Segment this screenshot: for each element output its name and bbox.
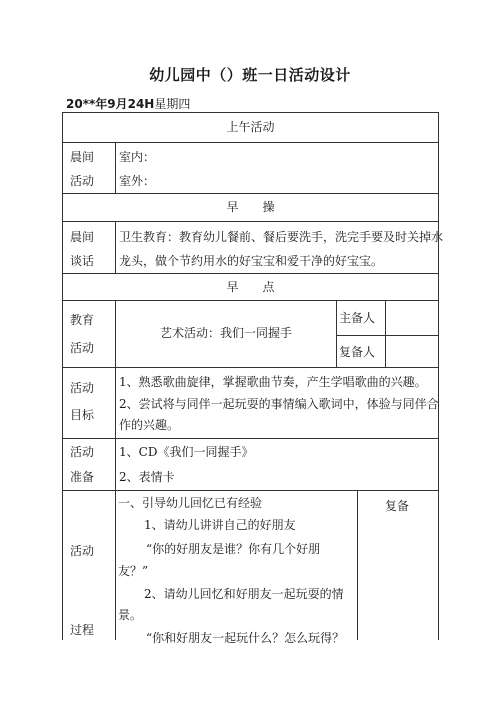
goals-line2: 2、尝试将与同伴一起玩耍的事情编入歌词中，体验与同伴合 (119, 397, 439, 411)
process-line: 景。 (118, 608, 143, 622)
chenjian-label-bottom: 活动 (70, 174, 95, 188)
table-row-line (62, 438, 439, 439)
outdoor-text: 室外： (119, 174, 156, 188)
prep-line2: 2、表情卡 (119, 470, 175, 484)
date-text: 20**年9月24H (66, 97, 155, 111)
table-row-line (62, 273, 439, 274)
process-line: “你的好朋友是谁？你有几个好朋 (146, 542, 321, 556)
table-col-line (115, 142, 116, 193)
process-line: “你和好朋友一起玩什么？怎么玩得？ (146, 631, 345, 645)
goals-line1: 1、熟悉歌曲旋律，掌握歌曲节奏，产生学唱歌曲的兴趣。 (119, 375, 427, 389)
edu-activity-name: 艺术活动：我们一同握手 (159, 326, 292, 340)
table-row-line (62, 367, 439, 368)
table-row-line (62, 193, 439, 194)
talk-label-bottom: 谈话 (70, 254, 95, 268)
goals-label-top: 活动 (70, 381, 95, 395)
process-line: 一、引导幼儿回忆已有经验 (118, 496, 263, 510)
chenjian-label-top: 晨间 (70, 150, 95, 164)
process-review-label: 复备 (385, 499, 410, 513)
talk-content-line1: 卫生教育：教育幼儿餐前、餐后要洗手，洗完手要及时关掉水 (119, 230, 444, 244)
table-col-line (336, 300, 337, 367)
section-title-morning: 上午活动 (226, 120, 275, 134)
table-col-line (357, 490, 358, 640)
process-line: 2、请幼儿回忆和好朋友一起玩耍的情 (144, 587, 344, 601)
process-label-bottom: 过程 (70, 623, 95, 637)
table-row-line (62, 300, 439, 301)
goals-line3: 作的兴趣。 (119, 418, 180, 432)
table-row-line (62, 490, 439, 491)
prep-line1: 1、CD《我们一同握手》 (119, 445, 254, 459)
edu-label-top: 教育 (70, 313, 95, 327)
page-title: 幼儿园中（）班一日活动设计 (149, 66, 351, 84)
indoor-text: 室内： (119, 150, 156, 164)
process-label-top: 活动 (70, 544, 95, 558)
table-row-line (62, 221, 439, 222)
zaocao-title: 早 操 (226, 200, 275, 214)
process-line: 1、请幼儿讲讲自己的好朋友 (144, 518, 296, 532)
table-border-right (438, 112, 439, 640)
reviewed-by-label: 复备人 (339, 345, 376, 359)
process-line: 友？” (118, 564, 149, 578)
prep-label-bottom: 准备 (70, 470, 95, 484)
edu-label-bottom: 活动 (70, 341, 95, 355)
goals-label-bottom: 目标 (70, 408, 95, 422)
talk-content-line2: 龙头，做个节约用水的好宝宝和爱干净的好宝宝。 (119, 254, 384, 268)
talk-label-top: 晨间 (70, 230, 95, 244)
prep-label-top: 活动 (70, 445, 95, 459)
date-line (66, 95, 190, 112)
table-row-line (336, 335, 439, 336)
table-col-line (115, 221, 116, 273)
table-border-left (62, 112, 63, 640)
table-border-top (62, 112, 439, 113)
prepared-by-label: 主备人 (339, 311, 376, 325)
weekday-text: 星期四 (154, 97, 191, 111)
table-row-line (62, 142, 439, 143)
table-col-line (115, 300, 116, 640)
zaodian-title: 早 点 (226, 280, 275, 294)
table-col-line (385, 300, 386, 367)
